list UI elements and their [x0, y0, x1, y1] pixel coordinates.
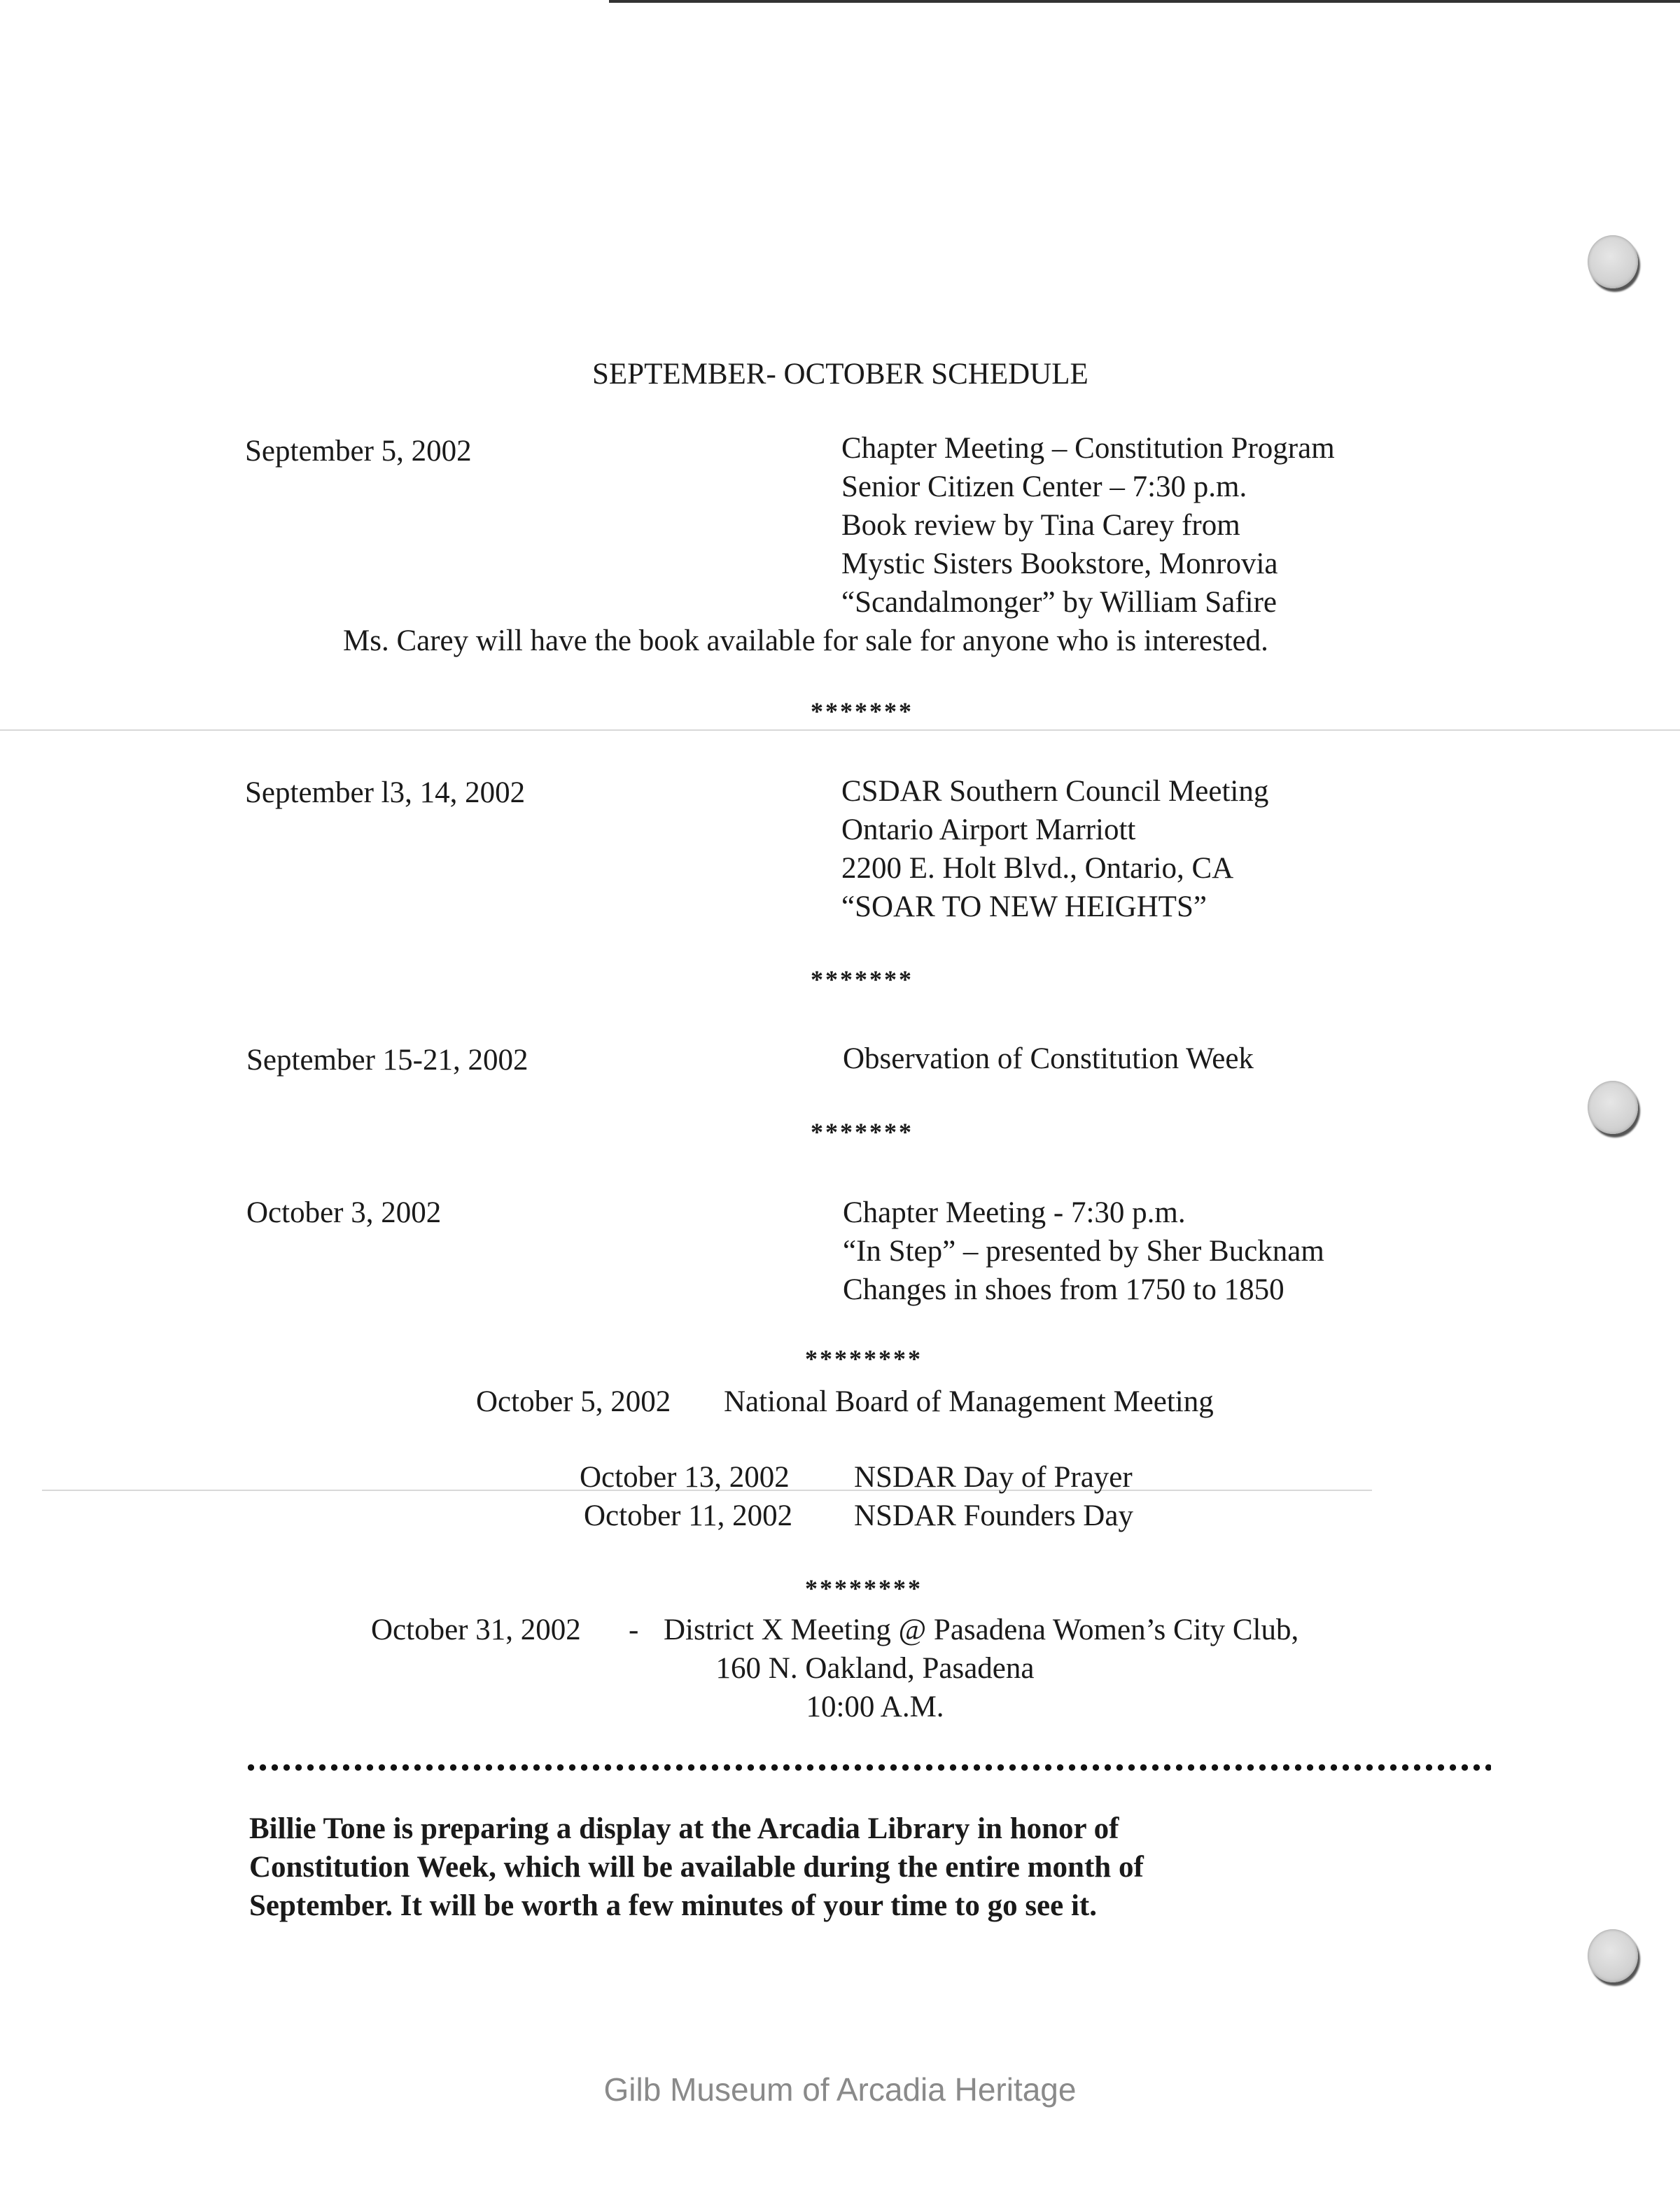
event-line: Senior Citizen Center – 7:30 p.m.: [841, 470, 1247, 503]
event-line: Chapter Meeting – Constitution Program: [841, 432, 1335, 465]
dotted-divider: [245, 1763, 1491, 1772]
event-date: September 5, 2002: [245, 435, 472, 468]
punch-hole: [1588, 235, 1638, 288]
separator-stars: ********: [805, 1574, 923, 1602]
event-line: Mystic Sisters Bookstore, Monrovia: [841, 547, 1278, 580]
separator-stars: *******: [811, 697, 913, 725]
separator-stars: *******: [811, 965, 913, 993]
event-line: National Board of Management Meeting: [724, 1385, 1214, 1418]
event-line: CSDAR Southern Council Meeting: [841, 775, 1269, 808]
event-line: Observation of Constitution Week: [843, 1042, 1254, 1075]
event-line: “Scandalmonger” by William Safire: [841, 586, 1277, 619]
event-line: Chapter Meeting - 7:30 p.m.: [843, 1196, 1186, 1229]
notice-line: September. It will be worth a few minutes of your time to go see it.: [249, 1889, 1097, 1922]
event-date: October 13, 2002: [580, 1461, 790, 1494]
notice-line: Constitution Week, which will be available during the entire month of: [249, 1851, 1144, 1884]
event-line: NSDAR Founders Day: [854, 1499, 1133, 1532]
punch-hole: [1588, 1929, 1638, 1982]
event-date: October 3, 2002: [246, 1196, 442, 1229]
event-line: Book review by Tina Carey from: [841, 509, 1240, 542]
event-line: Ontario Airport Marriott: [841, 813, 1136, 846]
top-edge-line: [609, 0, 1680, 3]
footer-watermark: Gilb Museum of Arcadia Heritage: [603, 2071, 1077, 2108]
schedule-title: SEPTEMBER- OCTOBER SCHEDULE: [592, 358, 1088, 391]
event-date: September l3, 14, 2002: [245, 776, 526, 809]
punch-hole: [1588, 1081, 1638, 1134]
event-line: District X Meeting @ Pasadena Women’s City Club,: [664, 1614, 1299, 1646]
event-line: NSDAR Day of Prayer: [854, 1461, 1133, 1494]
separator-stars: ********: [805, 1345, 923, 1373]
event-address: 160 N. Oakland, Pasadena: [715, 1652, 1035, 1685]
scan-artifact-line: [0, 729, 1680, 731]
event-time: 10:00 A.M.: [806, 1690, 944, 1723]
event-date: September 15-21, 2002: [246, 1044, 528, 1077]
event-date: October 5, 2002: [476, 1385, 671, 1418]
event-line: 2200 E. Holt Blvd., Ontario, CA: [841, 852, 1234, 885]
event-note: Ms. Carey will have the book available for sale for anyone who is interested.: [343, 624, 1268, 657]
event-dash: -: [629, 1614, 639, 1646]
event-line: Changes in shoes from 1750 to 1850: [843, 1273, 1284, 1306]
event-date: October 31, 2002: [371, 1614, 581, 1646]
separator-stars: *******: [811, 1118, 913, 1146]
event-line: “SOAR TO NEW HEIGHTS”: [841, 890, 1207, 923]
event-line: “In Step” – presented by Sher Bucknam: [843, 1235, 1324, 1268]
event-date: October 11, 2002: [584, 1499, 793, 1532]
notice-line: Billie Tone is preparing a display at the Arcadia Library in honor of: [249, 1812, 1119, 1845]
